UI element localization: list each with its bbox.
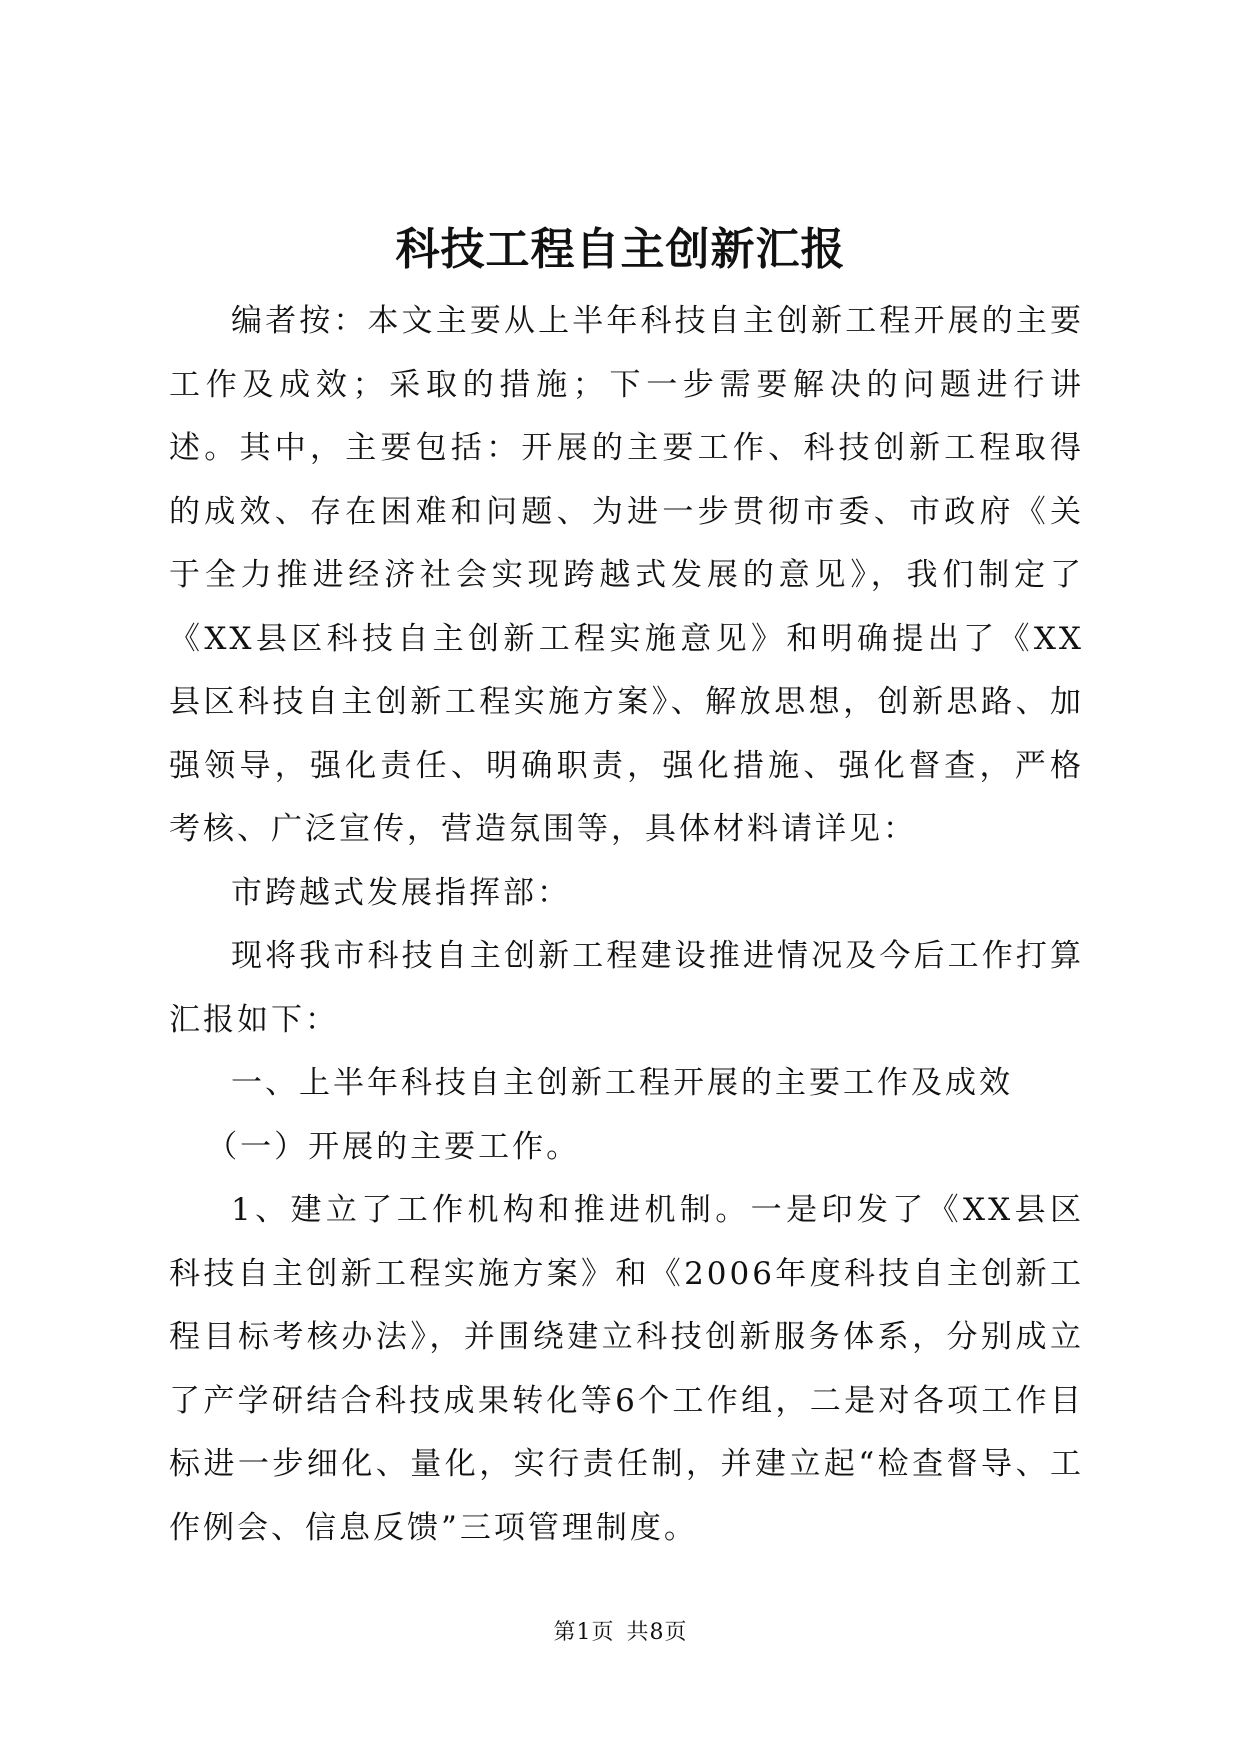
document-title: 科技工程自主创新汇报 — [395, 224, 846, 275]
subsection-heading: （一）开展的主要工作。 — [206, 1128, 581, 1165]
section-heading: 一、上半年科技自主创新工程开展的主要工作及成效 — [231, 1065, 1013, 1101]
editor-note-paragraph: 编者按：本文主要从上半年科技自主创新工程开展的主要工作及成效；采取的措施；下一步需要解决的问题进行讲述。其中，主要包括：开展的主要工作、科技创新工程取得的成效、存在困难和问题、为进一步贯彻市委、市政府《关于全力推进经济社会实现跨越式发展的意见》，我们制定了《XX县区科技自主创新工程实施意见》和明确提出了《XX县区科技自主创新工程实施方案》、解放思想，创新思路、加强领导，强化责任、明确职责，强化措施、强化督查，严格考核、广泛宣传，营造氛围等，具体材料请详见： — [169, 303, 1084, 847]
page-total: 共8页 — [626, 1620, 688, 1645]
document-body — [169, 290, 1084, 1560]
item-paragraph: 1、建立了工作机构和推进机制。一是印发了《XX县区科技自主创新工程实施方案》和《2006年度科技自主创新工程目标考核办法》，并围绕建立科技创新服务体系，分别成立了产学研结合科技成果转化等6个工作组，二是对各项工作目标进一步细化、量化，实行责任制，并建立起“检查督导、工作例会、信息反馈”三项管理制度。 — [169, 1192, 1084, 1546]
page-footer — [0, 1618, 1241, 1648]
page-number: 第1页 — [553, 1620, 615, 1645]
intro-paragraph: 现将我市科技自主创新工程建设推进情况及今后工作打算汇报如下： — [169, 938, 1084, 1038]
addressee-paragraph: 市跨越式发展指挥部： — [231, 874, 571, 911]
